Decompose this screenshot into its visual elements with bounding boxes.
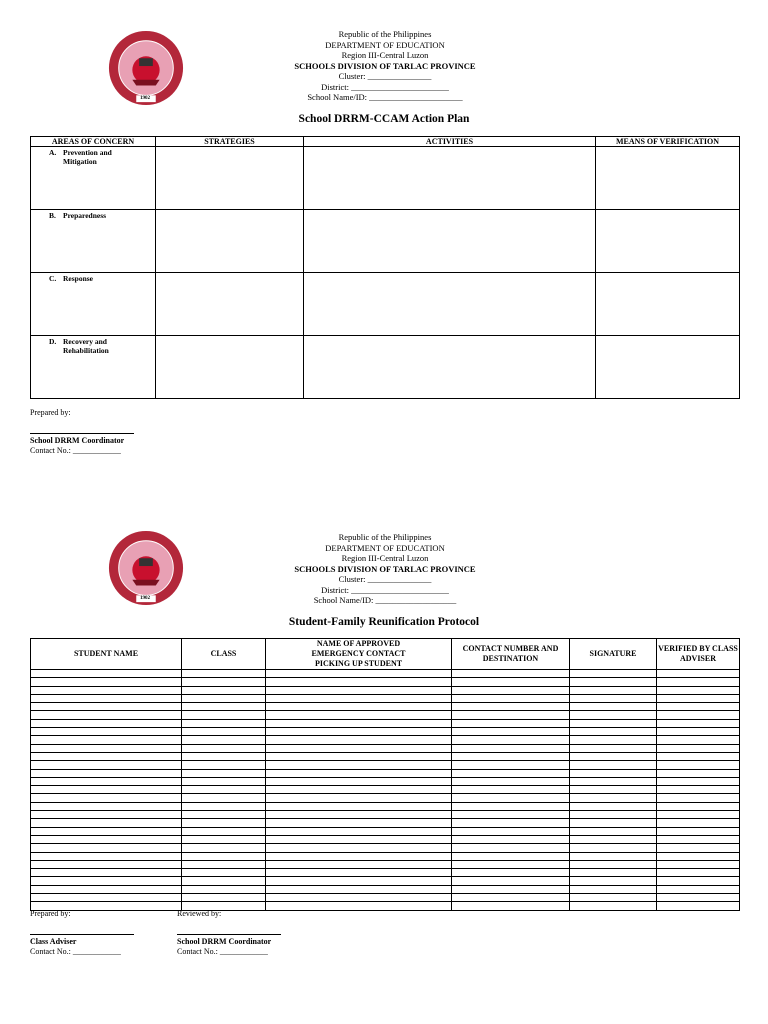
entry-cell[interactable] [266, 711, 452, 719]
entry-cell[interactable] [570, 794, 657, 802]
entry-cell[interactable] [452, 728, 570, 736]
entry-cell[interactable] [570, 827, 657, 835]
signature-line[interactable] [30, 934, 134, 935]
entry-cell[interactable] [266, 794, 452, 802]
region-text: Region III-Central Luzon [341, 50, 429, 60]
entry-cell[interactable] [266, 802, 452, 810]
entry-cell[interactable] [452, 786, 570, 794]
entry-cell[interactable] [31, 769, 182, 777]
entry-cell[interactable] [182, 811, 266, 819]
table-header-row [31, 639, 740, 670]
entry-cell[interactable] [31, 852, 182, 860]
activity-cell[interactable] [304, 336, 596, 399]
entry-cell[interactable] [266, 728, 452, 736]
table-row [31, 670, 740, 678]
entry-cell[interactable] [452, 819, 570, 827]
entry-cell[interactable] [31, 844, 182, 852]
table-row [31, 894, 740, 902]
entry-cell[interactable] [657, 752, 740, 760]
division-text: SCHOOLS DIVISION OF TARLAC PROVINCE [294, 60, 476, 71]
entry-cell[interactable] [452, 811, 570, 819]
entry-cell[interactable] [182, 711, 266, 719]
entry-cell[interactable] [657, 777, 740, 785]
entry-cell[interactable] [657, 844, 740, 852]
col-contact-destination: CONTACT NUMBER AND DESTINATION [452, 639, 570, 670]
verification-cell[interactable] [596, 210, 740, 273]
table-row [31, 777, 740, 785]
col-student-name: STUDENT NAME [31, 639, 182, 670]
table-row [31, 885, 740, 893]
signature-block-adviser [30, 934, 134, 957]
entry-cell[interactable] [570, 703, 657, 711]
entry-cell[interactable] [31, 835, 182, 843]
table-row [31, 786, 740, 794]
entry-cell[interactable] [266, 678, 452, 686]
table-row [31, 819, 740, 827]
entry-cell[interactable] [452, 802, 570, 810]
entry-cell[interactable] [182, 777, 266, 785]
strategy-cell[interactable] [156, 336, 304, 399]
division-text: SCHOOLS DIVISION OF TARLAC PROVINCE [294, 563, 476, 574]
contact-field: Contact No.: ____________ [177, 947, 268, 956]
entry-cell[interactable] [452, 686, 570, 694]
area-cell: B. Preparedness [31, 210, 156, 273]
entry-cell[interactable] [266, 902, 452, 910]
entry-cell[interactable] [31, 686, 182, 694]
entry-cell[interactable] [452, 761, 570, 769]
entry-cell[interactable] [570, 902, 657, 910]
entry-cell[interactable] [570, 744, 657, 752]
entry-cell[interactable] [452, 869, 570, 877]
strategy-cell[interactable] [156, 147, 304, 210]
entry-cell[interactable] [570, 711, 657, 719]
entry-cell[interactable] [570, 694, 657, 702]
col-emergency-contact: NAME OF APPROVED EMERGENCY CONTACT PICKING UP STUDENT [266, 639, 452, 670]
entry-cell[interactable] [266, 686, 452, 694]
entry-cell[interactable] [657, 728, 740, 736]
entry-cell[interactable] [570, 728, 657, 736]
table-row [31, 902, 740, 910]
contact-field: Contact No.: ____________ [30, 446, 121, 455]
entry-cell[interactable] [182, 786, 266, 794]
entry-cell[interactable] [452, 877, 570, 885]
entry-cell[interactable] [31, 802, 182, 810]
entry-cell[interactable] [570, 686, 657, 694]
entry-cell[interactable] [182, 819, 266, 827]
col-activities: ACTIVITIES [304, 137, 596, 147]
entry-cell[interactable] [182, 678, 266, 686]
entry-cell[interactable] [31, 736, 182, 744]
entry-cell[interactable] [452, 835, 570, 843]
strategy-cell[interactable] [156, 273, 304, 336]
reunification-title: Student-Family Reunification Protocol [288, 616, 480, 628]
strategy-cell[interactable] [156, 210, 304, 273]
entry-cell[interactable] [657, 678, 740, 686]
entry-cell[interactable] [657, 786, 740, 794]
col-signature: SIGNATURE [570, 639, 657, 670]
table-row [31, 860, 740, 868]
entry-cell[interactable] [31, 819, 182, 827]
entry-cell[interactable] [266, 894, 452, 902]
table-row [31, 769, 740, 777]
area-cell: D. Recovery and Rehabilitation [31, 336, 156, 399]
entry-cell[interactable] [266, 877, 452, 885]
entry-cell[interactable] [266, 885, 452, 893]
entry-cell[interactable] [657, 894, 740, 902]
entry-cell[interactable] [31, 761, 182, 769]
table-row [31, 703, 740, 711]
entry-cell[interactable] [452, 752, 570, 760]
entry-cell[interactable] [657, 819, 740, 827]
entry-cell[interactable] [452, 894, 570, 902]
entry-cell[interactable] [452, 777, 570, 785]
entry-cell[interactable] [182, 885, 266, 893]
entry-cell[interactable] [452, 902, 570, 910]
entry-cell[interactable] [31, 885, 182, 893]
entry-cell[interactable] [570, 811, 657, 819]
entry-cell[interactable] [266, 786, 452, 794]
entry-cell[interactable] [31, 786, 182, 794]
letterhead-1 [240, 29, 530, 103]
cluster-field: Cluster: _______________ [338, 574, 432, 584]
republic-text: Republic of the Philippines [338, 29, 432, 39]
district-field: District: _______________________ [321, 81, 449, 92]
entry-cell[interactable] [266, 744, 452, 752]
entry-cell[interactable] [570, 752, 657, 760]
entry-cell[interactable] [31, 678, 182, 686]
entry-cell[interactable] [182, 686, 266, 694]
entry-cell[interactable] [31, 711, 182, 719]
reviewed-by-label: Reviewed by: [177, 909, 222, 918]
table-row [31, 728, 740, 736]
entry-cell[interactable] [182, 827, 266, 835]
entry-cell[interactable] [452, 711, 570, 719]
activity-cell[interactable] [304, 147, 596, 210]
entry-cell[interactable] [452, 769, 570, 777]
entry-cell[interactable] [182, 794, 266, 802]
entry-cell[interactable] [452, 744, 570, 752]
entry-cell[interactable] [657, 852, 740, 860]
entry-cell[interactable] [452, 794, 570, 802]
entry-cell[interactable] [182, 694, 266, 702]
entry-cell[interactable] [452, 694, 570, 702]
logo-year: 1902 [140, 596, 150, 601]
entry-cell[interactable] [182, 703, 266, 711]
entry-cell[interactable] [452, 860, 570, 868]
entry-cell[interactable] [182, 728, 266, 736]
table-row [31, 686, 740, 694]
prepared-by-label: Prepared by: [30, 408, 71, 417]
department-text: DEPARTMENT OF EDUCATION [325, 542, 445, 553]
entry-cell[interactable] [657, 811, 740, 819]
entry-cell[interactable] [657, 877, 740, 885]
entry-cell[interactable] [182, 769, 266, 777]
entry-cell[interactable] [452, 736, 570, 744]
table-row [31, 761, 740, 769]
entry-cell[interactable] [570, 736, 657, 744]
area-cell: C. Response [31, 273, 156, 336]
deped-logo-2 [107, 529, 185, 612]
entry-cell[interactable] [182, 877, 266, 885]
entry-cell[interactable] [266, 769, 452, 777]
entry-cell[interactable] [570, 852, 657, 860]
entry-cell[interactable] [570, 819, 657, 827]
entry-cell[interactable] [182, 802, 266, 810]
entry-cell[interactable] [657, 686, 740, 694]
entry-cell[interactable] [657, 670, 740, 678]
entry-cell[interactable] [31, 869, 182, 877]
entry-cell[interactable] [452, 885, 570, 893]
table-row [31, 869, 740, 877]
entry-cell[interactable] [657, 902, 740, 910]
table-row [31, 336, 740, 399]
entry-cell[interactable] [182, 752, 266, 760]
entry-cell[interactable] [452, 852, 570, 860]
entry-cell[interactable] [452, 703, 570, 711]
table-row [31, 877, 740, 885]
entry-cell[interactable] [657, 802, 740, 810]
verification-cell[interactable] [596, 336, 740, 399]
entry-cell[interactable] [657, 736, 740, 744]
entry-cell[interactable] [266, 719, 452, 727]
department-text: DEPARTMENT OF EDUCATION [325, 39, 445, 50]
col-verified: VERIFIED BY CLASS ADVISER [657, 639, 740, 670]
entry-cell[interactable] [266, 811, 452, 819]
entry-cell[interactable] [570, 769, 657, 777]
entry-cell[interactable] [182, 869, 266, 877]
entry-cell[interactable] [31, 728, 182, 736]
col-strategies: STRATEGIES [156, 137, 304, 147]
table-row [31, 802, 740, 810]
entry-cell[interactable] [182, 844, 266, 852]
entry-cell[interactable] [657, 827, 740, 835]
entry-cell[interactable] [266, 827, 452, 835]
activity-cell[interactable] [304, 273, 596, 336]
table-row [31, 147, 740, 210]
entry-cell[interactable] [570, 835, 657, 843]
signatory-title: Class Adviser [30, 937, 77, 946]
table-header-row [31, 137, 740, 147]
letterhead-2 [240, 532, 530, 606]
signature-line[interactable] [177, 934, 281, 935]
entry-cell[interactable] [266, 860, 452, 868]
action-plan-table [30, 136, 740, 399]
school-field: School Name/ID: ___________________ [313, 595, 457, 605]
entry-cell[interactable] [657, 860, 740, 868]
entry-cell[interactable] [266, 736, 452, 744]
col-areas: AREAS OF CONCERN [31, 137, 156, 147]
entry-cell[interactable] [31, 827, 182, 835]
signatory-title: School DRRM Coordinator [30, 436, 125, 445]
entry-cell[interactable] [266, 844, 452, 852]
entry-cell[interactable] [266, 777, 452, 785]
entry-cell[interactable] [182, 761, 266, 769]
reunification-table [30, 638, 740, 911]
table-row [31, 711, 740, 719]
entry-cell[interactable] [31, 752, 182, 760]
entry-cell[interactable] [570, 761, 657, 769]
table-row [31, 835, 740, 843]
entry-cell[interactable] [31, 794, 182, 802]
col-class: CLASS [182, 639, 266, 670]
deped-logo-1 [107, 29, 185, 112]
entry-cell[interactable] [570, 860, 657, 868]
contact-field: Contact No.: ____________ [30, 947, 121, 956]
entry-cell[interactable] [31, 777, 182, 785]
entry-cell[interactable] [570, 719, 657, 727]
signature-line[interactable] [30, 433, 134, 434]
table-row [31, 736, 740, 744]
entry-cell[interactable] [266, 694, 452, 702]
entry-cell[interactable] [657, 794, 740, 802]
entry-cell[interactable] [570, 869, 657, 877]
entry-cell[interactable] [266, 819, 452, 827]
signature-block-coordinator [30, 433, 134, 456]
republic-text: Republic of the Philippines [338, 532, 432, 542]
col-verification: MEANS OF VERIFICATION [596, 137, 740, 147]
entry-cell[interactable] [452, 844, 570, 852]
entry-cell[interactable] [570, 894, 657, 902]
table-row [31, 794, 740, 802]
entry-cell[interactable] [452, 670, 570, 678]
table-row [31, 678, 740, 686]
entry-cell[interactable] [657, 869, 740, 877]
entry-cell[interactable] [657, 694, 740, 702]
entry-cell[interactable] [657, 744, 740, 752]
entry-cell[interactable] [182, 736, 266, 744]
table-row [31, 694, 740, 702]
region-text: Region III-Central Luzon [341, 553, 429, 563]
table-row [31, 852, 740, 860]
entry-cell[interactable] [31, 894, 182, 902]
entry-cell[interactable] [266, 703, 452, 711]
entry-cell[interactable] [31, 703, 182, 711]
entry-cell[interactable] [266, 761, 452, 769]
entry-cell[interactable] [266, 752, 452, 760]
entry-cell[interactable] [570, 678, 657, 686]
entry-cell[interactable] [182, 860, 266, 868]
table-row [31, 273, 740, 336]
entry-cell[interactable] [266, 835, 452, 843]
signature-block-coordinator-2 [177, 934, 281, 957]
entry-cell[interactable] [657, 769, 740, 777]
entry-cell[interactable] [452, 719, 570, 727]
entry-cell[interactable] [182, 894, 266, 902]
entry-cell[interactable] [570, 670, 657, 678]
entry-cell[interactable] [452, 827, 570, 835]
entry-cell[interactable] [570, 877, 657, 885]
cluster-field: Cluster: _______________ [338, 71, 432, 81]
table-row [31, 752, 740, 760]
entry-cell[interactable] [182, 852, 266, 860]
entry-cell[interactable] [570, 786, 657, 794]
activity-cell[interactable] [304, 210, 596, 273]
verification-cell[interactable] [596, 273, 740, 336]
entry-cell[interactable] [266, 852, 452, 860]
table-row [31, 844, 740, 852]
entry-cell[interactable] [31, 670, 182, 678]
school-field: School Name/ID: ______________________ [307, 92, 463, 102]
entry-cell[interactable] [452, 678, 570, 686]
entry-cell[interactable] [657, 703, 740, 711]
entry-cell[interactable] [570, 844, 657, 852]
entry-cell[interactable] [182, 835, 266, 843]
verification-cell[interactable] [596, 147, 740, 210]
entry-cell[interactable] [570, 777, 657, 785]
entry-cell[interactable] [31, 877, 182, 885]
entry-cell[interactable] [182, 719, 266, 727]
entry-cell[interactable] [657, 761, 740, 769]
table-row [31, 744, 740, 752]
entry-cell[interactable] [31, 719, 182, 727]
logo-year: 1902 [140, 96, 150, 101]
entry-cell[interactable] [657, 711, 740, 719]
entry-cell[interactable] [182, 744, 266, 752]
entry-cell[interactable] [657, 719, 740, 727]
entry-cell[interactable] [657, 835, 740, 843]
district-field: District: _______________________ [321, 584, 449, 595]
entry-cell[interactable] [31, 694, 182, 702]
table-row [31, 210, 740, 273]
entry-cell[interactable] [31, 860, 182, 868]
entry-cell[interactable] [182, 670, 266, 678]
prepared-by-label: Prepared by: [30, 909, 71, 918]
entry-cell[interactable] [31, 811, 182, 819]
entry-cell[interactable] [570, 802, 657, 810]
entry-cell[interactable] [266, 670, 452, 678]
table-row [31, 811, 740, 819]
table-row [31, 827, 740, 835]
table-row [31, 719, 740, 727]
signatory-title: School DRRM Coordinator [177, 937, 272, 946]
area-cell: A. Prevention and Mitigation [31, 147, 156, 210]
entry-cell[interactable] [266, 869, 452, 877]
entry-cell[interactable] [31, 744, 182, 752]
action-plan-title: School DRRM-CCAM Action Plan [298, 113, 470, 125]
entry-cell[interactable] [570, 885, 657, 893]
entry-cell[interactable] [657, 885, 740, 893]
